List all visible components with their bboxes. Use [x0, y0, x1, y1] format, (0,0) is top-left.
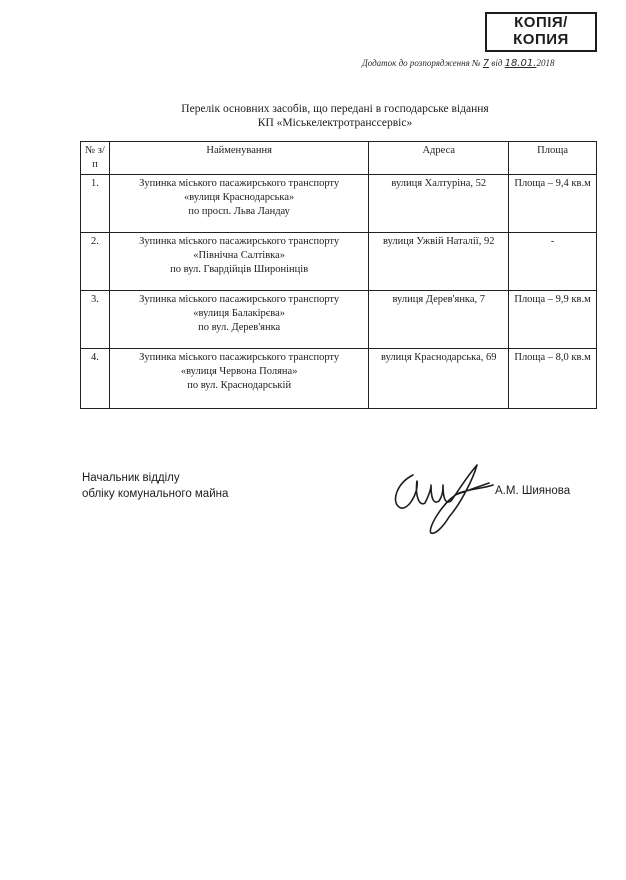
- row-name-line: «вулиця Балакірєва»: [193, 308, 286, 319]
- row-name-line: по вул. Дерев'янка: [198, 322, 281, 333]
- row-name-line: по вул. Гвардійців Широнінців: [170, 264, 309, 275]
- row-name-line: «вулиця Краснодарська»: [184, 192, 295, 203]
- position-line-2: обліку комунального майна: [82, 488, 229, 500]
- annex-year: 2018: [536, 58, 555, 68]
- row-name-line: Зупинка міського пасажирського транспорту: [139, 178, 340, 189]
- row-address: вулиця Ужвій Наталії, 92: [369, 233, 509, 291]
- row-area: Площа – 9,4 кв.м: [509, 175, 597, 233]
- table-row: [81, 233, 597, 291]
- annex-reference: [362, 58, 554, 69]
- row-address: вулиця Дерев'янка, 7: [369, 291, 509, 349]
- table-header-row: [81, 142, 597, 175]
- row-num: 3.: [81, 291, 110, 349]
- assets-table: [80, 141, 597, 409]
- annex-date: 18.01.: [504, 58, 537, 69]
- table-row: [81, 349, 597, 409]
- row-name: [109, 291, 368, 349]
- row-num: 4.: [81, 349, 110, 409]
- document-title-line-1: Перелік основних засобів, що передані в господарське відання: [181, 103, 489, 115]
- header-area: Площа: [509, 142, 597, 175]
- annex-mid: від: [491, 58, 503, 68]
- copy-stamp: [485, 12, 597, 52]
- annex-number: 7: [482, 58, 490, 69]
- row-area: -: [509, 233, 597, 291]
- header-address: Адреса: [369, 142, 509, 175]
- row-name-line: Зупинка міського пасажирського транспорту: [139, 352, 340, 363]
- row-address: вулиця Краснодарська, 69: [369, 349, 509, 409]
- row-name: [109, 349, 368, 409]
- row-name-line: «Північна Салтівка»: [193, 250, 286, 261]
- row-num: 1.: [81, 175, 110, 233]
- table-row: [81, 175, 597, 233]
- signer-name: А.М. Шиянова: [495, 485, 571, 497]
- row-name: [109, 233, 368, 291]
- row-area: Площа – 8,0 кв.м: [509, 349, 597, 409]
- signatory-position: [82, 470, 228, 502]
- stamp-line-1: КОПІЯ/: [514, 14, 568, 31]
- table-row: [81, 291, 597, 349]
- row-name-line: по вул. Краснодарській: [187, 380, 292, 391]
- stamp-line-2: КОПИЯ: [513, 31, 569, 48]
- handwritten-signature: [385, 455, 500, 540]
- row-address: вулиця Халтуріна, 52: [369, 175, 509, 233]
- row-name: [109, 175, 368, 233]
- header-num: № з/п: [81, 142, 110, 175]
- row-name-line: Зупинка міського пасажирського транспорту: [139, 294, 340, 305]
- header-name: Найменування: [109, 142, 368, 175]
- row-num: 2.: [81, 233, 110, 291]
- row-area: Площа – 9,9 кв.м: [509, 291, 597, 349]
- row-name-line: по просп. Льва Ландау: [188, 206, 290, 217]
- document-title-line-2: КП «Міськелектротранссервіс»: [257, 117, 413, 129]
- row-name-line: «вулиця Червона Поляна»: [180, 366, 298, 377]
- position-line-1: Начальник відділу: [82, 472, 180, 484]
- row-name-line: Зупинка міського пасажирського транспорту: [139, 236, 340, 247]
- annex-prefix: Додаток до розпорядження №: [362, 58, 481, 68]
